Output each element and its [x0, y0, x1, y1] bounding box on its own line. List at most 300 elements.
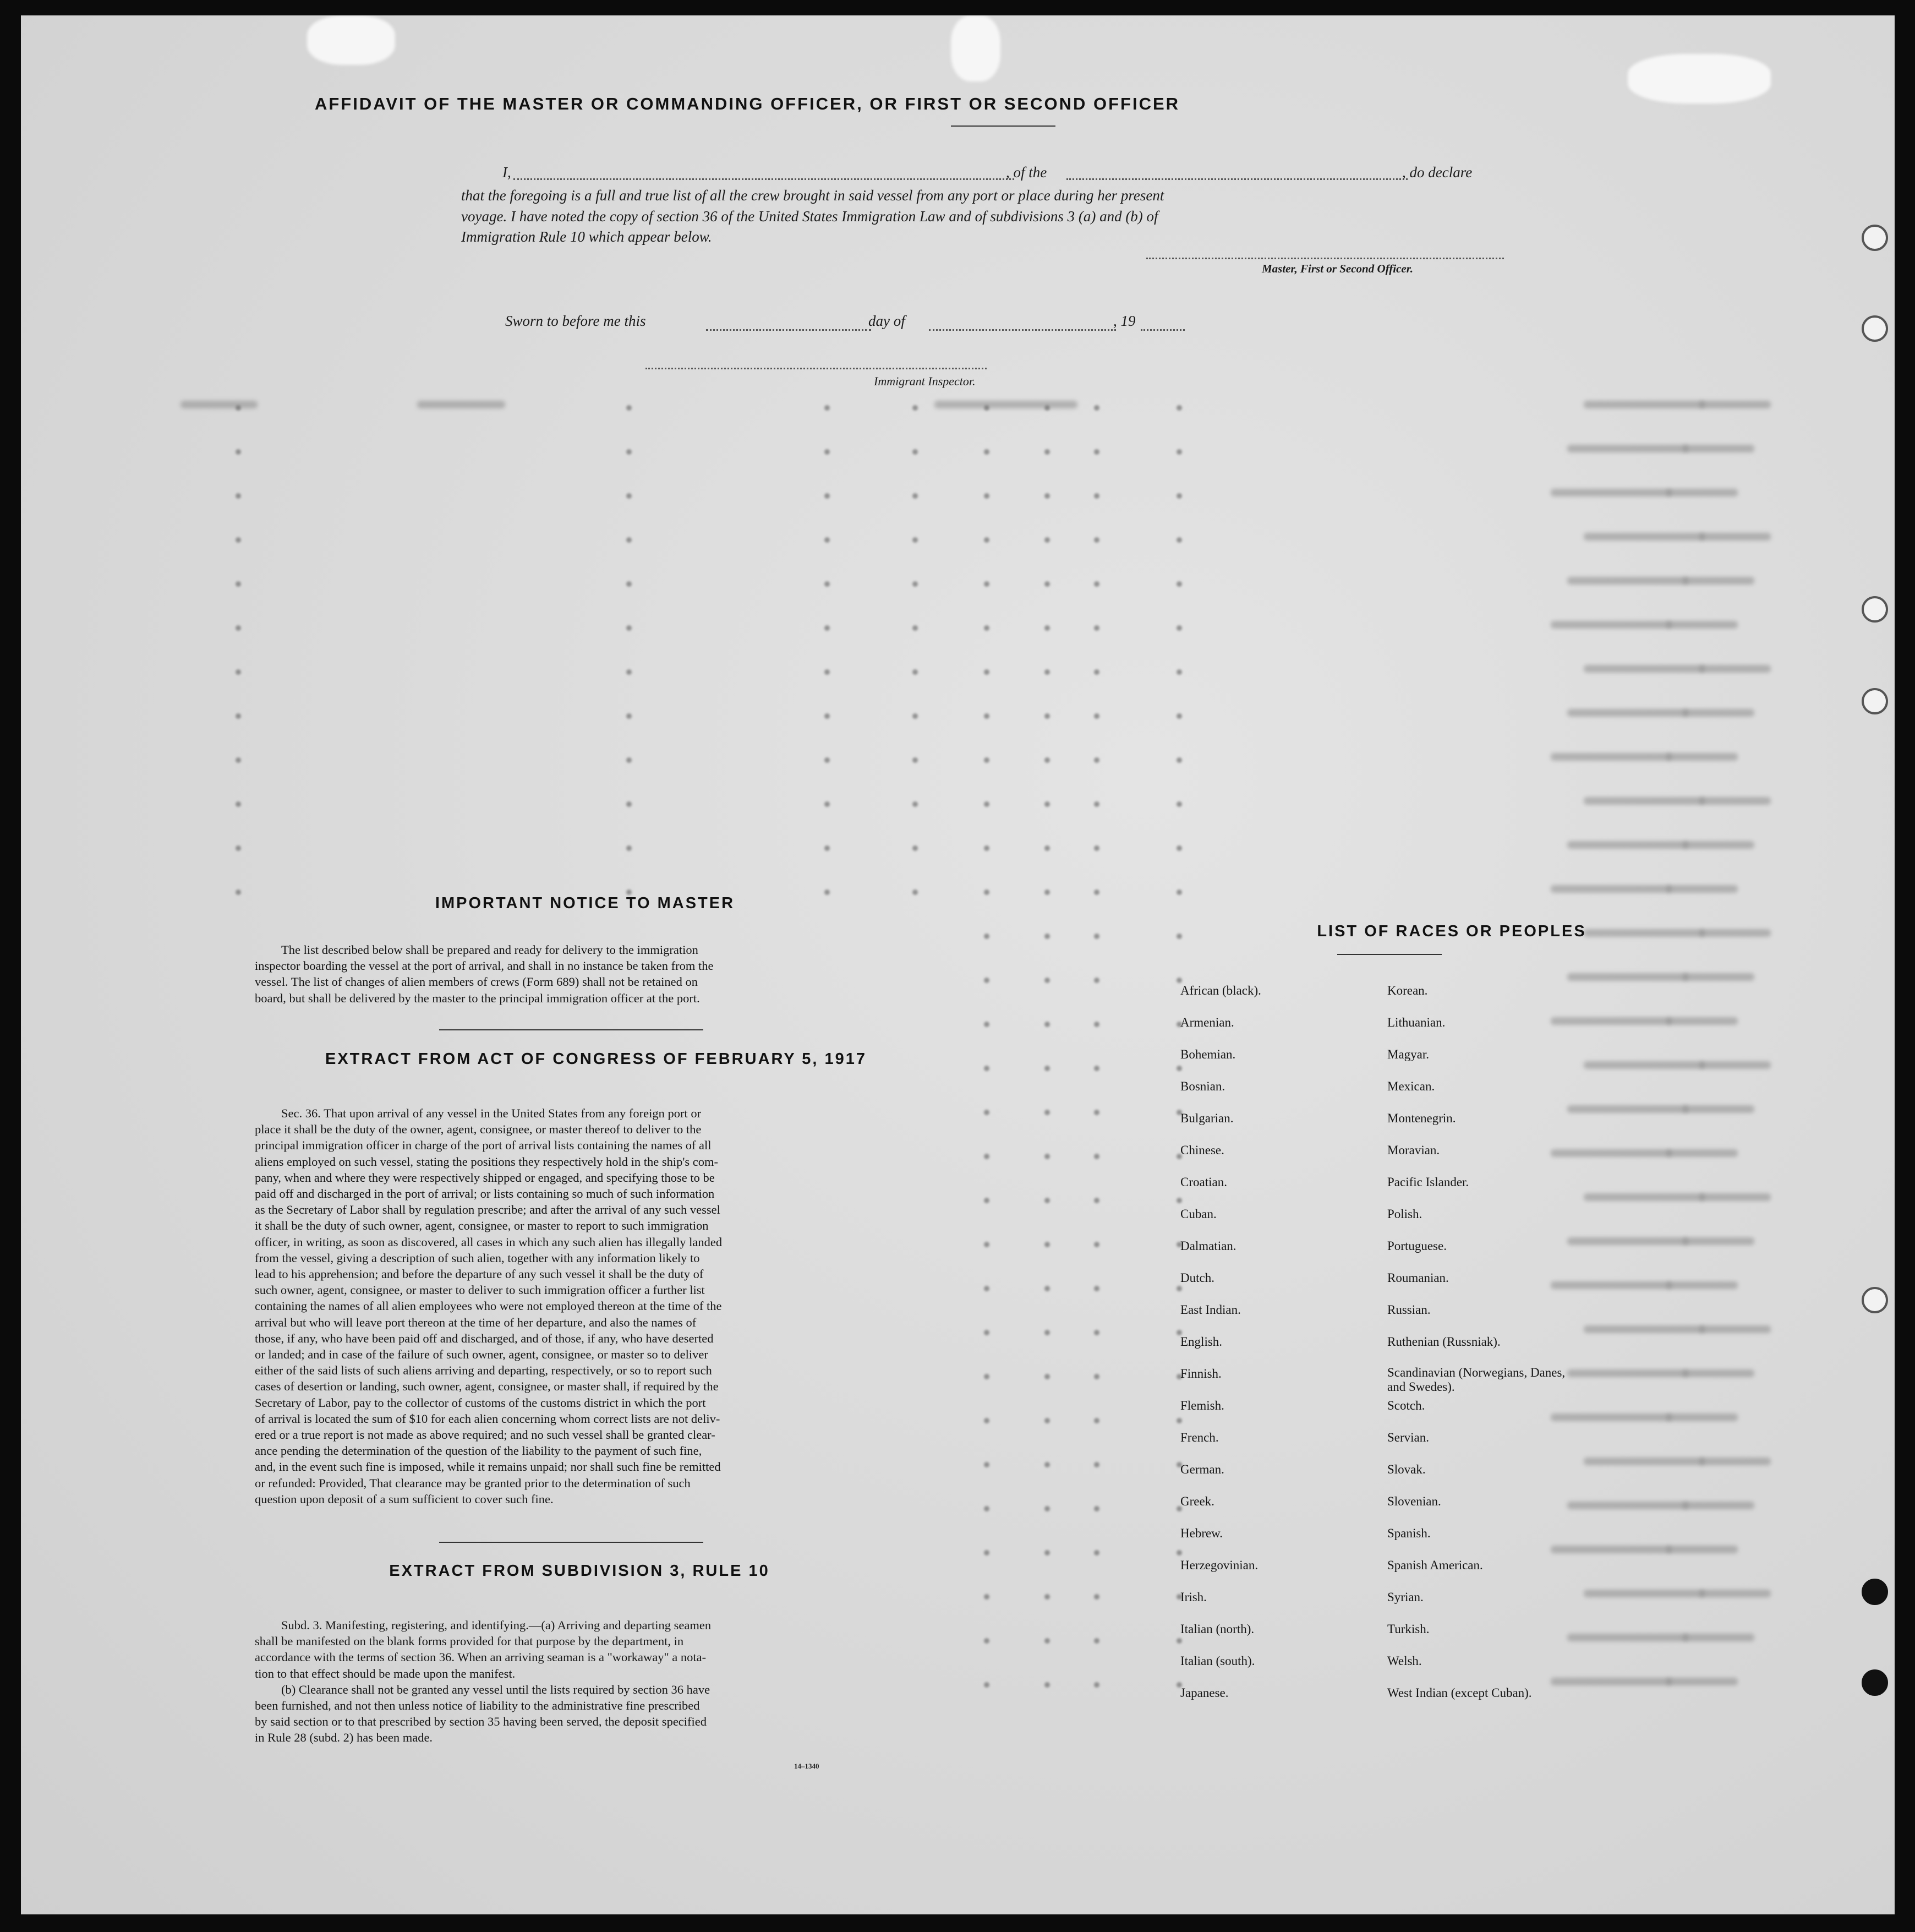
text-line: cases of desertion or landing, such owner, agent, consignee, or master shall, if required by the [255, 1379, 719, 1394]
sworn-day-field[interactable] [706, 329, 871, 331]
bleed-through-mark [984, 713, 989, 719]
bleed-through-mark [1699, 1325, 1771, 1333]
affidavit-body-line3: voyage. I have noted the copy of section 36 of the United States Immigration Law and of subdivisions 3 (a) and (b) of [461, 208, 1158, 225]
bleed-through-mark [984, 1330, 989, 1335]
bleed-through-mark [1044, 1506, 1050, 1511]
bleed-through-mark [1094, 934, 1099, 939]
affidavit-title: AFFIDAVIT OF THE MASTER OR COMMANDING OFFICER, OR FIRST OR SECOND OFFICER [314, 94, 1180, 113]
bleed-through-row [21, 577, 1895, 593]
bleed-through-mark [984, 625, 989, 631]
bleed-through-row [21, 1017, 1895, 1034]
bleed-through-mark [1094, 845, 1099, 851]
race-item: Cuban. [1180, 1207, 1217, 1221]
bleed-through-mark [1699, 665, 1771, 673]
bleed-through-mark [1044, 801, 1050, 807]
bleed-through-row [21, 489, 1895, 505]
act-title: EXTRACT FROM ACT OF CONGRESS OF FEBRUARY 5, 1917 [325, 1050, 867, 1068]
rule-title: EXTRACT FROM SUBDIVISION 3, RULE 10 [389, 1562, 770, 1580]
race-item: Moravian. [1387, 1143, 1440, 1157]
bleed-through-mark [1044, 1110, 1050, 1115]
race-item: Ruthenian (Russniak). [1387, 1335, 1501, 1349]
bleed-through-mark [417, 401, 505, 408]
bleed-through-mark [1044, 537, 1050, 543]
bleed-through-mark [1177, 493, 1182, 499]
text-line: of arrival is located the sum of $10 for each alien concerning whom correct lists are not deliv- [255, 1411, 720, 1426]
notice-line: inspector boarding the vessel at the port of arrival, and shall in no instance be taken from the [255, 959, 714, 973]
bleed-through-mark [1683, 1105, 1754, 1113]
officer-signature-caption: Master, First or Second Officer. [1262, 262, 1413, 275]
bleed-through-mark [984, 1154, 989, 1159]
bleed-through-mark [1044, 1594, 1050, 1600]
bleed-through-mark [236, 405, 241, 411]
bleed-through-mark [1699, 797, 1771, 805]
bleed-through-mark [1094, 1682, 1099, 1688]
races-left-column [1180, 983, 1261, 1717]
bleed-through-mark [1551, 621, 1672, 629]
day-of-text: day of [868, 313, 905, 329]
bleed-through-mark [1044, 757, 1050, 763]
sworn-month-field[interactable] [929, 329, 1116, 331]
race-item: Polish. [1387, 1207, 1422, 1221]
notice-text [255, 942, 912, 1006]
affidavit-i: I, [502, 164, 511, 181]
bleed-through-mark [1094, 978, 1099, 983]
bleed-through-mark [1567, 1502, 1688, 1509]
bleed-through-mark [626, 449, 632, 455]
inspector-caption: Immigrant Inspector. [874, 374, 976, 388]
race-item: Bohemian. [1180, 1047, 1236, 1061]
race-item: Japanese. [1180, 1686, 1229, 1700]
bleed-through-mark [1044, 1066, 1050, 1071]
bleed-through-mark [1584, 1193, 1705, 1201]
rule-text [255, 1617, 912, 1746]
bleed-through-mark [1177, 581, 1182, 587]
text-line: tion to that effect should be made upon the manifest. [255, 1666, 516, 1680]
bleed-through-mark [984, 1462, 989, 1467]
bleed-through-mark [984, 1242, 989, 1247]
vessel-field[interactable] [1066, 178, 1408, 180]
notice-rule [439, 1029, 703, 1030]
race-item: Herzegovinian. [1180, 1558, 1259, 1572]
bleed-through-mark [1044, 449, 1050, 455]
bleed-through-mark [984, 1286, 989, 1291]
bleed-through-mark [1567, 445, 1688, 452]
race-item: German. [1180, 1462, 1224, 1476]
bleed-through-mark [1699, 533, 1771, 541]
races-rule [1337, 954, 1442, 955]
bleed-through-mark [1584, 1325, 1705, 1333]
bleed-through-mark [984, 934, 989, 939]
bleed-through-mark [824, 757, 830, 763]
bleed-through-mark [1094, 449, 1099, 455]
text-line: ance pending the determination of the question of the liability to the payment of such fine, [255, 1444, 702, 1458]
bleed-through-mark [1094, 669, 1099, 675]
bleed-through-mark [1094, 1374, 1099, 1379]
bleed-through-row [21, 1546, 1895, 1562]
bleed-through-mark [912, 757, 918, 763]
bleed-through-mark [1666, 621, 1738, 629]
text-line: Secretary of Labor, pay to the collector of customs of the customs district in which the port [255, 1395, 706, 1410]
bleed-through-mark [1666, 1413, 1738, 1421]
notice-line: The list described below shall be prepared and ready for delivery to the immigration [281, 943, 698, 957]
race-item: Scandinavian (Norwegians, Danes, and Swedes). [1387, 1366, 1566, 1394]
bleed-through-mark [1044, 1462, 1050, 1467]
bleed-through-mark [1094, 1506, 1099, 1511]
bleed-through-mark [626, 537, 632, 543]
bleed-through-mark [236, 449, 241, 455]
bleed-through-mark [984, 1418, 989, 1423]
binder-hole [1862, 596, 1888, 623]
text-line: and, in the event such fine is imposed, while it remains unpaid; nor shall such fine be remitted [255, 1460, 721, 1474]
bleed-through-mark [1683, 841, 1754, 849]
text-line: in Rule 28 (subd. 2) has been made. [255, 1731, 433, 1745]
bleed-through-mark [1044, 1330, 1050, 1335]
notice-line: board, but shall be delivered by the master to the principal immigration officer at the port. [255, 991, 700, 1005]
race-item: Dalmatian. [1180, 1239, 1236, 1253]
race-item: Spanish American. [1387, 1558, 1483, 1572]
race-item: Bulgarian. [1180, 1111, 1234, 1125]
act-rule [439, 1542, 703, 1543]
bleed-through-row [21, 445, 1895, 461]
bleed-through-mark [1666, 753, 1738, 761]
bleed-through-mark [1177, 801, 1182, 807]
binder-hole [1862, 225, 1888, 251]
race-item: Magyar. [1387, 1047, 1430, 1061]
torn-edge-center [951, 15, 1000, 81]
affidavit-rule [951, 125, 1055, 127]
bleed-through-mark [1699, 1458, 1771, 1465]
bleed-through-mark [1567, 1237, 1688, 1245]
text-line: officer, in writing, as soon as discovered, all cases in which any such alien has illegally landed [255, 1235, 723, 1249]
races-right-column [1387, 983, 1585, 1717]
text-line: Sec. 36. That upon arrival of any vessel in the United States from any foreign port or [281, 1106, 702, 1120]
bleed-through-mark [1177, 845, 1182, 851]
form-number: 14–1340 [794, 1762, 819, 1770]
torn-edge-right [1628, 54, 1771, 103]
race-item: African (black). [1180, 984, 1261, 997]
race-item: Chinese. [1180, 1143, 1224, 1157]
bleed-through-mark [1044, 1374, 1050, 1379]
bleed-through-mark [984, 801, 989, 807]
bleed-through-mark [1044, 1286, 1050, 1291]
bleed-through-mark [1584, 797, 1705, 805]
bleed-through-mark [1044, 1682, 1050, 1688]
bleed-through-mark [984, 669, 989, 675]
year-text: , 19 [1113, 313, 1136, 329]
text-line: such owner, agent, consignee, or master to deliver to such immigration officer a further list [255, 1283, 705, 1297]
race-item: Slovenian. [1387, 1494, 1441, 1508]
bleed-through-mark [180, 401, 258, 408]
bleed-through-mark [1699, 1590, 1771, 1597]
bleed-through-mark [626, 581, 632, 587]
race-item: Croatian. [1180, 1175, 1227, 1189]
bleed-through-mark [1094, 1110, 1099, 1115]
text-line: from the vessel, giving a description of such alien, together with any information likely to [255, 1251, 700, 1265]
bleed-through-mark [1094, 405, 1099, 411]
text-line: lead to his apprehension; and before the departure of any such vessel it shall be the duty of [255, 1267, 704, 1281]
bleed-through-mark [1683, 1237, 1754, 1245]
text-line: either of the said lists of such aliens arriving and departing, respectively, or so to report such [255, 1363, 712, 1378]
bleed-through-mark [1177, 405, 1182, 411]
bleed-through-mark [1044, 669, 1050, 675]
bleed-through-mark [626, 669, 632, 675]
bleed-through-mark [824, 713, 830, 719]
bleed-through-mark [1044, 1022, 1050, 1027]
race-item: Greek. [1180, 1494, 1214, 1508]
bleed-through-mark [1177, 757, 1182, 763]
bleed-through-mark [236, 845, 241, 851]
bleed-through-mark [236, 493, 241, 499]
bleed-through-mark [1177, 889, 1182, 895]
bleed-through-mark [1044, 581, 1050, 587]
bleed-through-mark [1666, 885, 1738, 893]
bleed-through-mark [1551, 885, 1672, 893]
bleed-through-row [21, 753, 1895, 769]
race-item: Russian. [1387, 1303, 1431, 1317]
bleed-through-mark [1584, 1061, 1705, 1069]
bleed-through-mark [1666, 1546, 1738, 1553]
bleed-through-row [21, 841, 1895, 858]
bleed-through-row [21, 401, 1895, 417]
race-item: Italian (north). [1180, 1622, 1255, 1636]
text-line: shall be manifested on the blank forms provided for that purpose by the department, in [255, 1634, 684, 1649]
text-line: arrival but who will leave port thereon at the time of her departure, and also the names of [255, 1315, 697, 1329]
bleed-through-mark [984, 1374, 989, 1379]
bleed-through-mark [1094, 801, 1099, 807]
bleed-through-mark [1044, 1154, 1050, 1159]
bleed-through-mark [1094, 1638, 1099, 1644]
bleed-through-mark [1094, 889, 1099, 895]
bleed-through-mark [1666, 1149, 1738, 1157]
torn-edge-left [307, 15, 395, 65]
bleed-through-mark [912, 669, 918, 675]
race-item: Dutch. [1180, 1271, 1214, 1285]
bleed-through-mark [1567, 1634, 1688, 1641]
race-item: Armenian. [1180, 1016, 1234, 1029]
bleed-through-mark [912, 537, 918, 543]
text-line: pany, when and where they were respectively shipped or engaged, and specifying those to be [255, 1170, 715, 1185]
affidavit-of-the: , of the [1006, 164, 1047, 181]
text-line: those, if any, who have been paid off and discharged, and of those, if any, who have deserted [255, 1331, 714, 1345]
bleed-through-mark [912, 713, 918, 719]
bleed-through-mark [1094, 713, 1099, 719]
bleed-through-mark [1094, 1198, 1099, 1203]
text-line: been furnished, and not then unless notice of liability to the administrative fine prescribed [255, 1699, 700, 1713]
race-item: Scotch. [1387, 1399, 1425, 1412]
bleed-through-mark [1094, 1594, 1099, 1600]
bleed-through-mark [236, 625, 241, 631]
race-item: Syrian. [1387, 1590, 1424, 1604]
bleed-through-mark [1699, 1193, 1771, 1201]
bleed-through-mark [1683, 973, 1754, 981]
bleed-through-mark [912, 845, 918, 851]
bleed-through-mark [1683, 1634, 1754, 1641]
bleed-through-mark [1094, 1418, 1099, 1423]
bleed-through-mark [1177, 669, 1182, 675]
race-item: Welsh. [1387, 1654, 1422, 1668]
race-item: Finnish. [1180, 1367, 1222, 1380]
bleed-through-mark [1666, 489, 1738, 496]
bleed-through-mark [984, 449, 989, 455]
bleed-through-mark [236, 889, 241, 895]
bleed-through-mark [1044, 934, 1050, 939]
race-item: Korean. [1387, 984, 1428, 997]
race-item: French. [1180, 1431, 1219, 1444]
bleed-through-mark [1567, 1105, 1688, 1113]
bleed-through-mark [1177, 713, 1182, 719]
race-item: Bosnian. [1180, 1079, 1225, 1093]
notice-title: IMPORTANT NOTICE TO MASTER [435, 894, 735, 912]
bleed-through-mark [1094, 493, 1099, 499]
bleed-through-mark [1177, 934, 1182, 939]
binder-hole [1862, 315, 1888, 342]
bleed-through-mark [984, 1638, 989, 1644]
bleed-through-mark [1177, 625, 1182, 631]
bleed-through-mark [1683, 445, 1754, 452]
bleed-through-mark [1567, 709, 1688, 717]
bleed-through-mark [1044, 1418, 1050, 1423]
act-text [255, 1105, 912, 1507]
bleed-through-mark [1567, 1369, 1688, 1377]
bleed-through-mark [912, 801, 918, 807]
text-line: ered or a true report is not made as above required; and no such vessel shall be granted clear- [255, 1428, 715, 1442]
bleed-through-mark [1683, 1502, 1754, 1509]
bleed-through-mark [984, 1066, 989, 1071]
bleed-through-mark [984, 1550, 989, 1556]
bleed-through-mark [626, 713, 632, 719]
bleed-through-mark [824, 801, 830, 807]
bleed-through-mark [1094, 537, 1099, 543]
binder-hole [1862, 1669, 1888, 1696]
bleed-through-mark [1094, 1242, 1099, 1247]
bleed-through-mark [626, 845, 632, 851]
bleed-through-mark [984, 1506, 989, 1511]
affidavit-declare: , do declare [1402, 164, 1473, 181]
bleed-through-mark [984, 1022, 989, 1027]
race-item: Italian (south). [1180, 1654, 1255, 1668]
race-item: Servian. [1387, 1431, 1430, 1444]
bleed-through-mark [934, 401, 1077, 408]
name-field[interactable] [513, 178, 1014, 180]
text-line: Subd. 3. Manifesting, registering, and identifying.—(a) Arriving and departing seamen [281, 1618, 712, 1632]
race-item: Hebrew. [1180, 1526, 1223, 1540]
bleed-through-mark [1094, 581, 1099, 587]
bleed-through-mark [1683, 709, 1754, 717]
text-line: principal immigration officer in charge of the port of arrival lists containing the names of all [255, 1138, 712, 1153]
bleed-through-mark [1666, 1281, 1738, 1289]
bleed-through-mark [1177, 537, 1182, 543]
race-item: Slovak. [1387, 1462, 1426, 1476]
sworn-year-field[interactable] [1141, 329, 1185, 331]
bleed-through-row [21, 797, 1895, 814]
bleed-through-mark [1683, 1369, 1754, 1377]
bleed-through-mark [1044, 625, 1050, 631]
bleed-through-mark [1094, 1022, 1099, 1027]
race-item: West Indian (except Cuban). [1387, 1686, 1532, 1700]
bleed-through-mark [1044, 1550, 1050, 1556]
bleed-through-mark [1584, 1458, 1705, 1465]
bleed-through-mark [1094, 1550, 1099, 1556]
bleed-through-mark [984, 978, 989, 983]
bleed-through-mark [912, 449, 918, 455]
text-line: it shall be the duty of such owner, agent, consignee, or master to report to such immigration [255, 1219, 709, 1233]
bleed-through-mark [1584, 533, 1705, 541]
race-item: Pacific Islander. [1387, 1175, 1469, 1189]
bleed-through-mark [912, 889, 918, 895]
binder-hole [1862, 1579, 1888, 1605]
bleed-through-row [21, 1590, 1895, 1606]
binder-hole [1862, 1287, 1888, 1313]
race-item: East Indian. [1180, 1303, 1241, 1317]
text-line: accordance with the terms of section 36. When an arriving seaman is a "workaway" a nota- [255, 1650, 707, 1664]
race-item: Flemish. [1180, 1399, 1224, 1412]
bleed-through-mark [1044, 1242, 1050, 1247]
bleed-through-row [21, 621, 1895, 637]
bleed-through-mark [1683, 577, 1754, 585]
bleed-through-mark [1666, 1017, 1738, 1025]
bleed-through-mark [236, 713, 241, 719]
document-page [21, 15, 1895, 1914]
bleed-through-mark [912, 625, 918, 631]
bleed-through-mark [1094, 625, 1099, 631]
bleed-through-mark [984, 889, 989, 895]
bleed-through-mark [1584, 665, 1705, 673]
bleed-through-mark [912, 581, 918, 587]
officer-signature-field[interactable] [1146, 258, 1504, 259]
bleed-through-mark [1584, 1590, 1705, 1597]
text-line: as the Secretary of Labor shall by regulation prescribe; and after the arrival of any such vessel [255, 1203, 720, 1217]
bleed-through-mark [824, 581, 830, 587]
sworn-text: Sworn to before me this [505, 313, 646, 329]
bleed-through-mark [984, 1594, 989, 1600]
bleed-through-mark [1699, 1061, 1771, 1069]
inspector-signature-field[interactable] [645, 368, 987, 369]
text-line: question upon deposit of a sum sufficient to cover such fine. [255, 1492, 554, 1506]
bleed-through-row [21, 885, 1895, 902]
bleed-through-mark [984, 405, 989, 411]
bleed-through-mark [1044, 1638, 1050, 1644]
bleed-through-mark [1044, 493, 1050, 499]
bleed-through-mark [1044, 978, 1050, 983]
bleed-through-mark [1044, 1198, 1050, 1203]
bleed-through-row [21, 533, 1895, 549]
bleed-through-mark [626, 625, 632, 631]
bleed-through-mark [1094, 1154, 1099, 1159]
bleed-through-mark [1177, 449, 1182, 455]
race-item: Spanish. [1387, 1526, 1431, 1540]
bleed-through-mark [824, 493, 830, 499]
race-item: Montenegrin. [1387, 1111, 1456, 1125]
bleed-through-row [21, 709, 1895, 725]
text-line: by said section or to that prescribed by section 35 having been served, the deposit specified [255, 1715, 707, 1729]
bleed-through-mark [824, 845, 830, 851]
bleed-through-mark [984, 845, 989, 851]
bleed-through-mark [984, 493, 989, 499]
bleed-through-mark [626, 405, 632, 411]
bleed-through-mark [984, 537, 989, 543]
bleed-through-mark [824, 669, 830, 675]
bleed-through-mark [824, 405, 830, 411]
text-line: or landed; and in case of the failure of such owner, agent, consignee, or master so to deliver [255, 1347, 708, 1362]
bleed-through-mark [1044, 713, 1050, 719]
bleed-through-mark [1094, 1286, 1099, 1291]
text-line: paid off and discharged in the port of arrival; or lists containing so much of such information [255, 1187, 715, 1201]
bleed-through-mark [984, 581, 989, 587]
text-line: or refunded: Provided, That clearance may be granted prior to the determination of such [255, 1476, 691, 1490]
bleed-through-mark [1094, 1066, 1099, 1071]
bleed-through-mark [824, 537, 830, 543]
bleed-through-mark [626, 757, 632, 763]
